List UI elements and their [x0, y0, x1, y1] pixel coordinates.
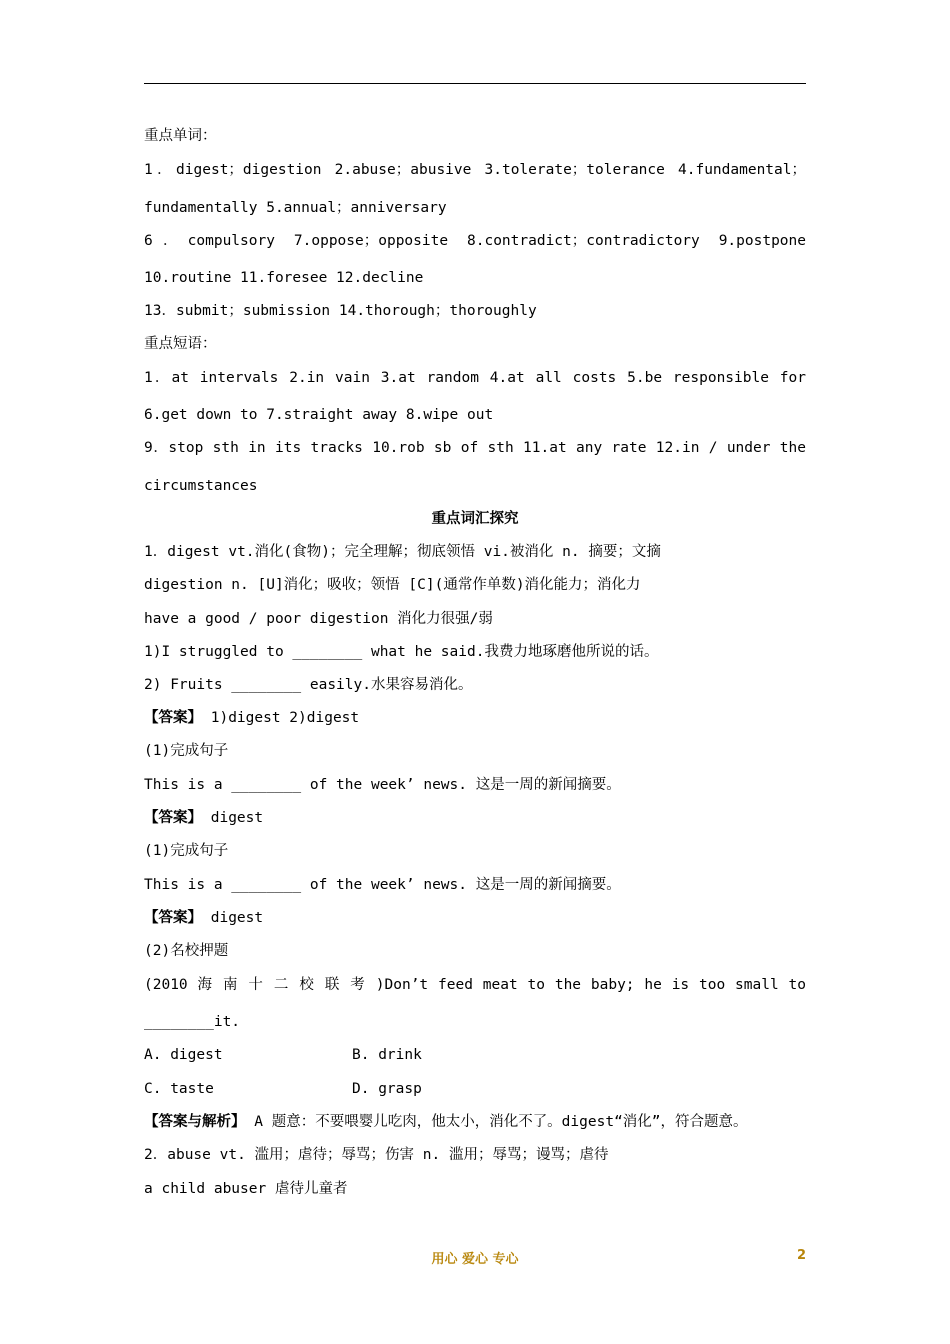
text-line: (2010 海 南 十 二 校 联 考 )Don’t feed meat to the baby; he is too small to: [144, 977, 806, 993]
answer-text: A 题意：不要喂婴儿吃肉，他太小，消化不了。digest“消化”，符合题意。: [245, 1114, 748, 1130]
text-line: fundamentally 5.annual；anniversary: [144, 200, 447, 216]
answer-line: [144, 808, 806, 828]
answer-text: 1)digest 2)digest: [202, 710, 360, 726]
section-heading-key-words: 重点单词：: [144, 128, 217, 144]
section-heading-key-phrases: 重点短语：: [144, 336, 217, 352]
options-row: [144, 1045, 806, 1065]
option-a: A. digest: [144, 1047, 223, 1063]
answer-tag: 【答案】: [144, 910, 202, 926]
answer-line: [144, 908, 806, 928]
text-line: circumstances: [144, 478, 258, 494]
text-line: (1)完成句子: [144, 843, 229, 859]
text-line: This is a ________ of the week’ news. 这是一周的新闻摘要。: [144, 877, 621, 893]
section-title: 重点词汇探究: [431, 511, 519, 527]
option-d: D. grasp: [352, 1081, 422, 1097]
header-rule: [144, 83, 806, 84]
text-line: 6.get down to 7.straight away 8.wipe out: [144, 407, 494, 423]
answer-line: [144, 708, 806, 728]
text-line: 1．digest；digestion 2.abuse；abusive 3.tolerate；tolerance 4.fundamental；: [144, 162, 806, 178]
page-footer: [0, 1248, 950, 1268]
answer-text: digest: [202, 810, 264, 826]
text-line: 10.routine 11.foresee 12.decline: [144, 270, 424, 286]
text-line: digestion n. [U]消化；吸收；领悟 [C](通常作单数)消化能力；消化力: [144, 577, 641, 593]
text-line: 1．digest vt.消化(食物)；完全理解；彻底领悟 vi.被消化 n. 摘要；文摘: [144, 544, 661, 560]
option-c: C. taste: [144, 1081, 214, 1097]
answer-line: [144, 1112, 806, 1132]
text-line: (2)名校押题: [144, 943, 229, 959]
text-line: 1．at intervals 2.in vain 3.at random 4.at all costs 5.be responsible for: [144, 370, 806, 386]
text-line: 2) Fruits ________ easily.水果容易消化。: [144, 677, 473, 693]
text-line: 2．abuse vt. 滥用；虐待；辱骂；伤害 n. 滥用；辱骂；谩骂；虐待: [144, 1147, 609, 1163]
page-number: 2: [796, 1248, 806, 1263]
text-line: 6．compulsory 7.oppose；opposite 8.contradict；contradictory 9.postpone: [144, 233, 806, 249]
answer-tag: 【答案】: [144, 810, 202, 826]
footer-slogan: 用心 爱心 专心: [431, 1252, 519, 1267]
text-line: a child abuser 虐待儿童者: [144, 1181, 348, 1197]
text-line: have a good / poor digestion 消化力很强/弱: [144, 611, 493, 627]
answer-tag: 【答案】: [144, 710, 202, 726]
text-line: 9．stop sth in its tracks 10.rob sb of sth 11.at any rate 12.in / under the: [144, 440, 806, 456]
options-row: [144, 1079, 806, 1099]
answer-text: digest: [202, 910, 264, 926]
text-line: (1)完成句子: [144, 743, 229, 759]
text-line: 1)I struggled to ________ what he said.我费力地琢磨他所说的话。: [144, 644, 659, 660]
option-b: B. drink: [352, 1047, 422, 1063]
text-line: This is a ________ of the week’ news. 这是一周的新闻摘要。: [144, 777, 621, 793]
answer-tag: 【答案与解析】: [144, 1114, 246, 1130]
text-line: 13．submit；submission 14.thorough；thoroughly: [144, 303, 537, 319]
text-line: ________it.: [144, 1014, 241, 1030]
